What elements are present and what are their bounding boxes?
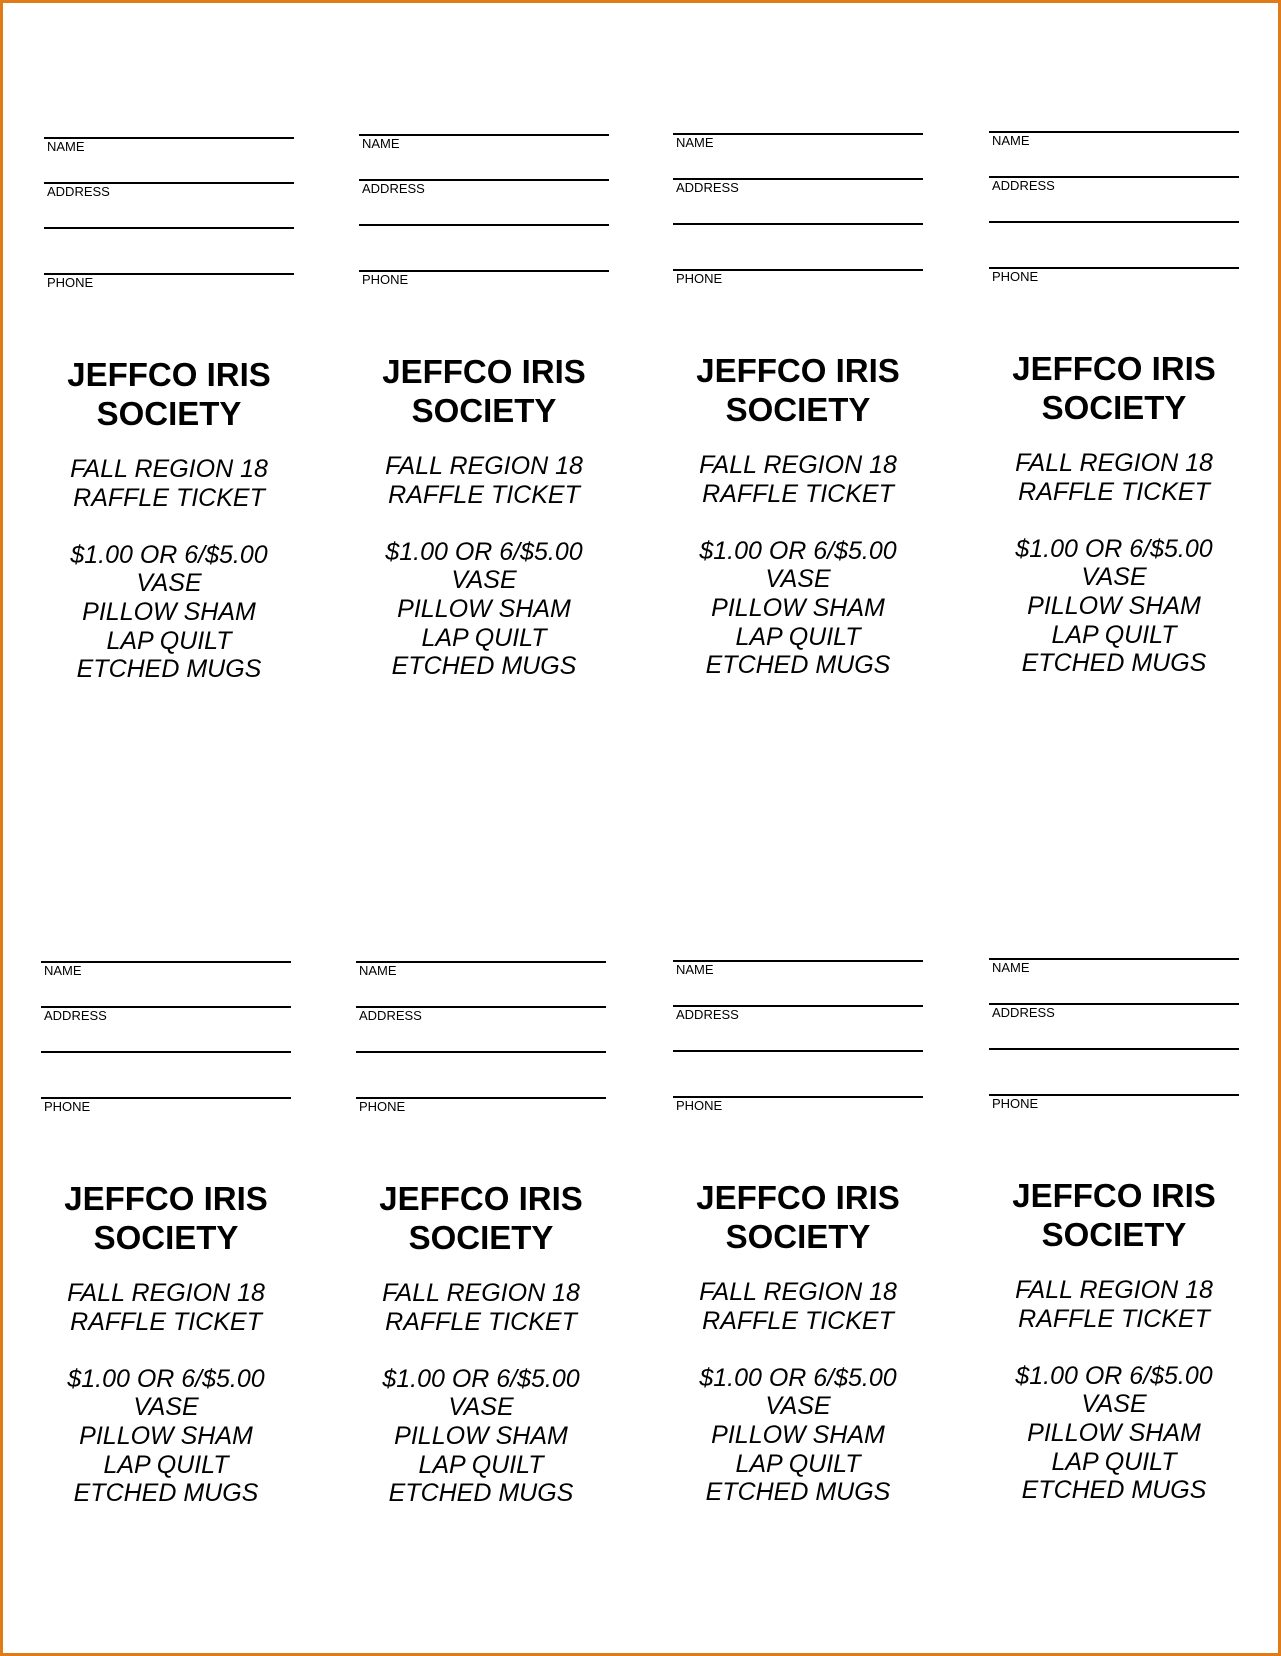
spacer: [336, 1336, 626, 1365]
prize-item: PILLOW SHAM: [397, 594, 571, 623]
ticket-info: [653, 451, 943, 680]
ticket-title: [653, 351, 943, 429]
address-line-2[interactable]: [41, 1051, 291, 1053]
title-line-2: SOCIETY: [1041, 1216, 1187, 1253]
spacer: [653, 1335, 943, 1364]
phone-label: PHONE: [362, 272, 409, 287]
title-line-1: JEFFCO IRIS: [696, 1179, 900, 1216]
prize-item: PILLOW SHAM: [1027, 1418, 1201, 1447]
address-label: ADDRESS: [992, 1005, 1055, 1020]
raffle-ticket-7: [673, 960, 923, 1520]
price-line: $1.00 OR 6/$5.00: [699, 536, 897, 565]
raffle-ticket-6: [356, 961, 606, 1521]
prize-item: ETCHED MUGS: [391, 652, 577, 681]
ticket-info: [339, 452, 629, 681]
event-line-1: FALL REGION 18: [699, 451, 897, 479]
event-line-2: RAFFLE TICKET: [388, 480, 580, 509]
ticket-info: [969, 1276, 1259, 1505]
spacer: [21, 1336, 311, 1365]
event-line-2: RAFFLE TICKET: [385, 1307, 577, 1336]
address-line-2[interactable]: [989, 221, 1239, 223]
title-line-1: JEFFCO IRIS: [64, 1180, 268, 1217]
prize-item: LAP QUILT: [735, 622, 861, 651]
ticket-title: [24, 355, 314, 433]
event-line-1: FALL REGION 18: [699, 1278, 897, 1306]
ticket-info: [336, 1279, 626, 1508]
event-line-1: FALL REGION 18: [1015, 1276, 1213, 1304]
name-label: NAME: [44, 963, 82, 978]
event-line-1: FALL REGION 18: [382, 1279, 580, 1307]
prize-item: ETCHED MUGS: [1021, 1476, 1207, 1505]
prize-item: VASE: [451, 566, 517, 595]
price-line: $1.00 OR 6/$5.00: [385, 537, 583, 566]
spacer: [969, 506, 1259, 535]
address-line-2[interactable]: [359, 224, 609, 226]
event-line-2: RAFFLE TICKET: [1018, 1304, 1210, 1333]
event-line-1: FALL REGION 18: [70, 455, 268, 483]
prize-item: ETCHED MUGS: [73, 1479, 259, 1508]
title-line-2: SOCIETY: [725, 1218, 871, 1255]
prize-item: VASE: [136, 569, 202, 598]
prize-item: LAP QUILT: [106, 626, 232, 655]
prize-item: VASE: [765, 565, 831, 594]
spacer: [653, 508, 943, 537]
prize-item: LAP QUILT: [1051, 620, 1177, 649]
raffle-ticket-3: [673, 133, 923, 693]
prize-item: VASE: [448, 1393, 514, 1422]
spacer: [24, 512, 314, 541]
name-label: NAME: [676, 135, 714, 150]
title-line-1: JEFFCO IRIS: [379, 1180, 583, 1217]
event-line-1: FALL REGION 18: [385, 452, 583, 480]
title-line-1: JEFFCO IRIS: [1012, 1177, 1216, 1214]
address-label: ADDRESS: [676, 1007, 739, 1022]
address-line-2[interactable]: [989, 1048, 1239, 1050]
prize-item: PILLOW SHAM: [1027, 591, 1201, 620]
title-line-2: SOCIETY: [93, 1219, 239, 1256]
title-line-2: SOCIETY: [408, 1219, 554, 1256]
prize-item: VASE: [1081, 563, 1147, 592]
ticket-title: [339, 352, 629, 430]
ticket-info: [21, 1279, 311, 1508]
raffle-ticket-1: [44, 137, 294, 697]
event-line-1: FALL REGION 18: [1015, 449, 1213, 477]
title-line-1: JEFFCO IRIS: [696, 352, 900, 389]
phone-label: PHONE: [359, 1099, 406, 1114]
prize-item: VASE: [765, 1392, 831, 1421]
prize-item: PILLOW SHAM: [82, 597, 256, 626]
name-label: NAME: [992, 133, 1030, 148]
title-line-1: JEFFCO IRIS: [382, 353, 586, 390]
address-line-2[interactable]: [44, 227, 294, 229]
ticket-info: [653, 1278, 943, 1507]
name-label: NAME: [992, 960, 1030, 975]
ticket-title: [21, 1179, 311, 1257]
ticket-title: [336, 1179, 626, 1257]
price-line: $1.00 OR 6/$5.00: [67, 1364, 265, 1393]
title-line-2: SOCIETY: [725, 391, 871, 428]
prize-item: VASE: [1081, 1390, 1147, 1419]
title-line-2: SOCIETY: [96, 395, 242, 432]
event-line-2: RAFFLE TICKET: [70, 1307, 262, 1336]
prize-item: LAP QUILT: [418, 1450, 544, 1479]
ticket-info: [24, 455, 314, 684]
price-line: $1.00 OR 6/$5.00: [382, 1364, 580, 1393]
raffle-ticket-5: [41, 961, 291, 1521]
prize-item: ETCHED MUGS: [388, 1479, 574, 1508]
phone-label: PHONE: [992, 269, 1039, 284]
event-line-2: RAFFLE TICKET: [702, 479, 894, 508]
ticket-title: [653, 1178, 943, 1256]
event-line-2: RAFFLE TICKET: [702, 1306, 894, 1335]
address-label: ADDRESS: [359, 1008, 422, 1023]
phone-label: PHONE: [676, 1098, 723, 1113]
ticket-title: [969, 349, 1259, 427]
prize-item: PILLOW SHAM: [394, 1421, 568, 1450]
raffle-ticket-4: [989, 131, 1239, 691]
address-line-2[interactable]: [673, 223, 923, 225]
prize-item: ETCHED MUGS: [1021, 649, 1207, 678]
phone-label: PHONE: [992, 1096, 1039, 1111]
prize-item: LAP QUILT: [103, 1450, 229, 1479]
name-label: NAME: [362, 136, 400, 151]
address-line-2[interactable]: [356, 1051, 606, 1053]
prize-item: PILLOW SHAM: [79, 1421, 253, 1450]
name-label: NAME: [47, 139, 85, 154]
event-line-2: RAFFLE TICKET: [73, 483, 265, 512]
prize-item: LAP QUILT: [421, 623, 547, 652]
name-label: NAME: [676, 962, 714, 977]
price-line: $1.00 OR 6/$5.00: [1015, 534, 1213, 563]
prize-item: ETCHED MUGS: [76, 655, 262, 684]
prize-item: LAP QUILT: [1051, 1447, 1177, 1476]
address-label: ADDRESS: [47, 184, 110, 199]
event-line-1: FALL REGION 18: [67, 1279, 265, 1307]
price-line: $1.00 OR 6/$5.00: [1015, 1361, 1213, 1390]
title-line-2: SOCIETY: [1041, 389, 1187, 426]
address-line-2[interactable]: [673, 1050, 923, 1052]
address-label: ADDRESS: [676, 180, 739, 195]
title-line-2: SOCIETY: [411, 392, 557, 429]
prize-item: ETCHED MUGS: [705, 651, 891, 680]
ticket-title: [969, 1176, 1259, 1254]
title-line-1: JEFFCO IRIS: [67, 356, 271, 393]
prize-item: LAP QUILT: [735, 1449, 861, 1478]
price-line: $1.00 OR 6/$5.00: [699, 1363, 897, 1392]
address-label: ADDRESS: [44, 1008, 107, 1023]
event-line-2: RAFFLE TICKET: [1018, 477, 1210, 506]
phone-label: PHONE: [47, 275, 94, 290]
phone-label: PHONE: [44, 1099, 91, 1114]
name-label: NAME: [359, 963, 397, 978]
prize-item: PILLOW SHAM: [711, 1420, 885, 1449]
prize-item: VASE: [133, 1393, 199, 1422]
spacer: [969, 1333, 1259, 1362]
address-label: ADDRESS: [992, 178, 1055, 193]
ticket-info: [969, 449, 1259, 678]
price-line: $1.00 OR 6/$5.00: [70, 540, 268, 569]
address-label: ADDRESS: [362, 181, 425, 196]
prize-item: ETCHED MUGS: [705, 1478, 891, 1507]
raffle-ticket-2: [359, 134, 609, 694]
raffle-ticket-8: [989, 958, 1239, 1518]
phone-label: PHONE: [676, 271, 723, 286]
prize-item: PILLOW SHAM: [711, 593, 885, 622]
title-line-1: JEFFCO IRIS: [1012, 350, 1216, 387]
spacer: [339, 509, 629, 538]
